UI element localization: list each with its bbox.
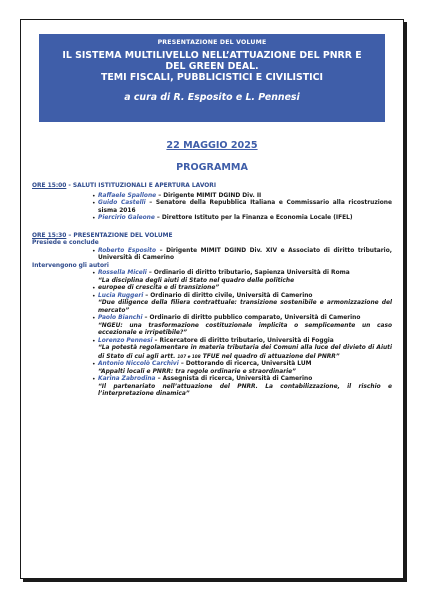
speaker-role: – Ricercatore di diritto tributario, Università di Foggia — [152, 337, 334, 344]
speaker-name: Karina Zabrodina — [98, 376, 156, 382]
list-item — [32, 315, 392, 338]
section-label: - SALUTI ISTITUZIONALI E APERTURA LAVORI — [66, 183, 217, 189]
list-item — [32, 200, 392, 215]
bullet-icon: • — [92, 200, 96, 207]
speaker-name: Raffaele Spallone — [98, 192, 157, 199]
list-item — [32, 293, 392, 316]
bullet-icon: • — [92, 292, 96, 300]
program-content — [32, 183, 392, 399]
event-date: 22 MAGGIO 2025 — [166, 140, 258, 151]
section-time: ORE 15:30 — [32, 232, 67, 239]
talk-title: “La disciplina degli aiuti di Stato nel quadro delle politiche — [98, 277, 295, 284]
speaker-role: – Direttore Istituto per la Finanza e Economia Locale (IFEL) — [154, 215, 353, 221]
speaker-name: Guido Castelli — [98, 200, 146, 206]
list-item — [32, 338, 392, 362]
banner-curatori: a cura di R. Esposito e L. Pennesi — [124, 92, 300, 104]
list-item — [32, 361, 392, 376]
section-time: ORE 15:00 — [32, 183, 67, 189]
speaker-role: – Dirigente MIMIT DGIND Div. II — [156, 192, 262, 199]
list-item — [32, 270, 392, 278]
title-line: TEMI FISCALI, PUBBLICISTICI E CIVILISTICI — [100, 71, 324, 83]
speaker-name: Antonio Niccolò Carchivi — [98, 361, 179, 367]
speaker-name: Lucia Ruggeri — [98, 292, 144, 299]
section-label: – PRESENTAZIONE DEL VOLUME — [66, 232, 173, 239]
bullet-icon: • — [92, 315, 96, 322]
list-item — [32, 376, 392, 399]
title-line: DEL GREEN DEAL. — [165, 60, 259, 72]
speaker-role: – Ordinario di diritto tributario, Sapienza Università di Roma — [146, 270, 350, 276]
speaker-role: – Ordinario di diritto pubblico comparato, Università di Camerino — [142, 315, 361, 321]
bullet-icon: • — [92, 247, 96, 255]
list-item — [32, 285, 392, 293]
bullet-icon: • — [92, 337, 96, 345]
talk-title: “NGEU: una trasformazione costituzionale implicita o semplicemente un caso eccezionale e irripetibile?” — [98, 322, 392, 336]
speaker-name: Roberto Esposito — [98, 247, 157, 254]
talk-title: “Il partenariato nell’attuazione del PNRR. La contabilizzazione, il rischio e l’interpretazione dinamica” — [98, 383, 392, 397]
bullet-icon: • — [92, 215, 96, 222]
talk-title: “La potestà regolamentare in materia tributaria dei Comuni alla luce del divieto di Aiuti di Stato di cui agli artt. 107 e 108 TFUE nel quadro di attuazione del PNRR” — [98, 345, 392, 360]
program-flyer — [20, 19, 404, 579]
talk-title: “Appalti locali e PNRR: tra regole ordinarie e straordinarie” — [98, 368, 296, 375]
speaker-name: Lorenzo Pennesi — [98, 337, 153, 344]
talk-title: “Due diligence della filiera contrattuale: transizione sostenibile e armonizzazione del mercato” — [98, 300, 392, 314]
bullet-icon: • — [92, 192, 96, 200]
section-heading — [32, 183, 392, 191]
speaker-role: – Dottorando di ricerca, Università LUM — [178, 361, 312, 367]
banner-kicker: PRESENTAZIONE DEL VOLUME — [157, 39, 267, 46]
speaker-name: Rossella Miceli — [98, 270, 147, 276]
speaker-name: Piercirio Galeone — [98, 215, 155, 221]
bullet-icon: • — [92, 376, 96, 383]
speaker-name: Paolo Bianchi — [98, 315, 143, 321]
speaker-role: – Assegnista di ricerca, Università di Camerino — [155, 376, 313, 382]
chair-label: Presiede e conclude — [32, 240, 99, 246]
speaker-role: – Ordinario di diritto civile, Università di Camerino — [143, 292, 313, 299]
title-banner — [39, 34, 385, 122]
bullet-icon: • — [92, 361, 96, 368]
list-item — [32, 248, 392, 263]
title-line: IL SISTEMA MULTILIVELLO NELL’ATTUAZIONE DEL PNRR E — [62, 50, 362, 61]
list-item — [32, 193, 392, 201]
speaker-role: – Dirigente MIMIT DGIND Div. XIV e Associato di diritto tributario, Università di Camerino — [98, 247, 392, 261]
list-item — [32, 215, 392, 223]
bullet-icon: • — [92, 285, 96, 292]
program-heading: PROGRAMMA — [176, 162, 248, 173]
bullet-icon: • — [92, 270, 96, 277]
banner-title — [39, 51, 385, 83]
authors-label: Intervengono gli autori — [32, 262, 109, 269]
section-heading — [32, 233, 392, 241]
talk-title: europee di crescita e di transizione” — [98, 285, 220, 291]
speaker-role: – Senatore della Repubblica Italiana e Commissario alla ricostruzione sisma 2016 — [98, 200, 392, 214]
